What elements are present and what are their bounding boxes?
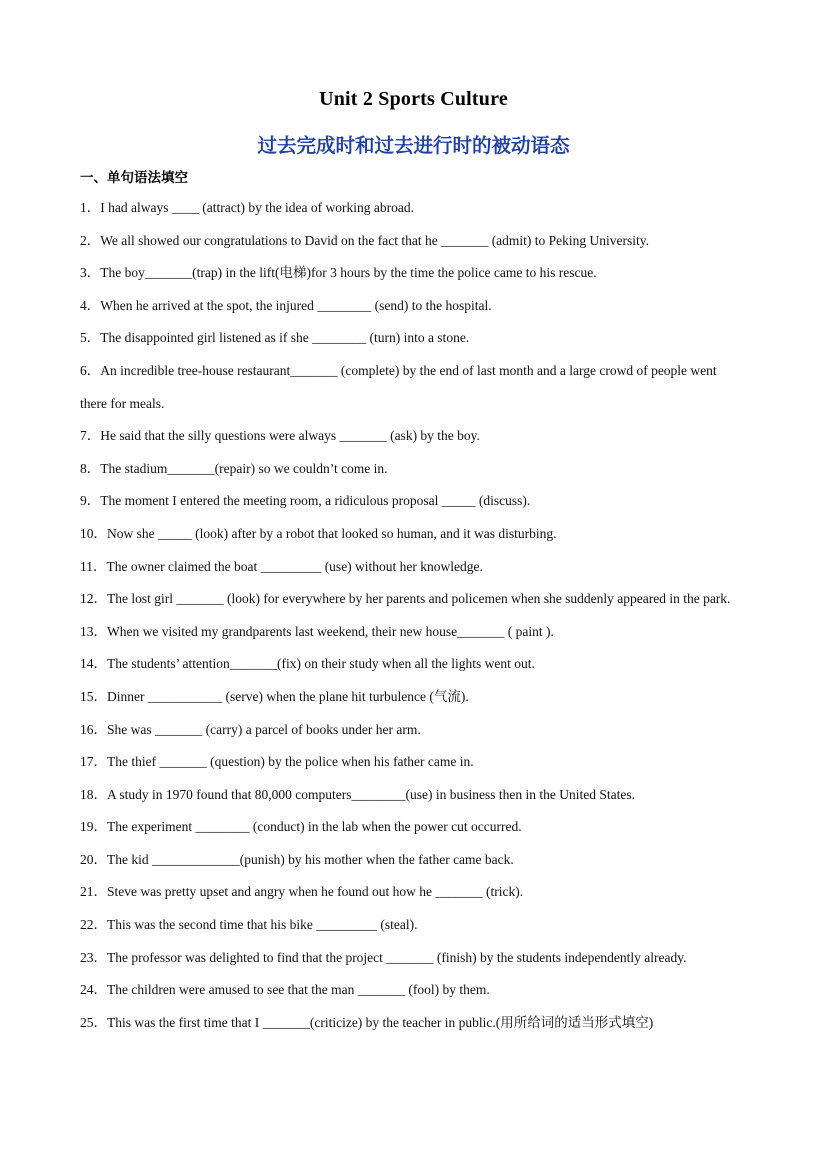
question-number: 4． — [80, 297, 101, 313]
question-item — [80, 453, 742, 486]
question-number: 13． — [80, 623, 107, 639]
page-title: Unit 2 Sports Culture — [319, 88, 508, 110]
question-number: 5． — [80, 330, 101, 346]
question-item — [80, 322, 742, 355]
question-text: The experiment ________ (conduct) in the lab when the power cut occurred. — [107, 819, 522, 835]
question-text: She was _______ (carry) a parcel of books under her arm. — [107, 721, 421, 737]
question-number: 11． — [80, 558, 107, 574]
question-item — [80, 485, 742, 518]
question-number: 6． — [80, 362, 101, 378]
question-text: An incredible tree-house restaurant_______ (complete) by the end of last month and a large crowd of people went there for meals. — [80, 362, 717, 411]
question-item — [80, 551, 742, 584]
question-item — [80, 192, 742, 225]
question-text: When he arrived at the spot, the injured ________ (send) to the hospital. — [100, 297, 492, 313]
question-text: When we visited my grandparents last weekend, their new house_______ ( paint ). — [107, 623, 554, 639]
question-item — [80, 681, 742, 714]
question-text: Steve was pretty upset and angry when he found out how he _______ (trick). — [107, 884, 524, 900]
question-text: This was the second time that his bike _________ (steal). — [107, 917, 418, 933]
page-subtitle: 过去完成时和过去进行时的被动语态 — [257, 134, 570, 157]
question-number: 1． — [80, 200, 101, 215]
question-text: He said that the silly questions were always _______ (ask) by the boy. — [100, 428, 480, 444]
question-number: 21． — [80, 884, 107, 900]
question-text: The children were amused to see that the man _______ (fool) by them. — [107, 982, 490, 998]
question-text: The kid _____________(punish) by his mother when the father came back. — [107, 851, 514, 867]
question-number: 22． — [80, 917, 107, 933]
question-number: 9． — [80, 493, 101, 509]
question-text: The thief _______ (question) by the police when his father came in. — [107, 754, 474, 770]
question-text: The students’ attention_______(fix) on their study when all the lights went out. — [107, 656, 535, 672]
question-item — [80, 779, 742, 812]
question-item — [80, 1007, 742, 1040]
question-text: The boy_______(trap) in the lift(电梯)for 3 hours by the time the police came to his rescue. — [100, 265, 597, 281]
question-item — [80, 876, 742, 909]
question-number: 3． — [80, 265, 101, 281]
question-text: I had always ____ (attract) by the idea of working abroad. — [100, 200, 415, 215]
question-item — [80, 257, 742, 290]
question-item — [80, 518, 742, 551]
question-text: Now she _____ (look) after by a robot that looked so human, and it was disturbing. — [107, 525, 557, 541]
question-number: 23． — [80, 949, 107, 965]
question-number: 19． — [80, 819, 107, 835]
question-number: 24． — [80, 982, 107, 998]
question-text: Dinner ___________ (serve) when the plane hit turbulence (气流). — [107, 688, 469, 704]
question-item — [80, 746, 742, 779]
question-text: The professor was delighted to find that the project _______ (finish) by the students independently already. — [107, 949, 687, 965]
question-number: 12． — [80, 591, 107, 607]
question-number: 10． — [80, 525, 107, 541]
question-list — [80, 192, 742, 1039]
question-number: 25． — [80, 1014, 107, 1030]
question-number: 15． — [80, 688, 107, 704]
question-item — [80, 355, 742, 420]
question-number: 17． — [80, 754, 107, 770]
question-item — [80, 420, 742, 453]
question-item — [80, 648, 742, 681]
question-text: The owner claimed the boat _________ (use) without her knowledge. — [106, 558, 483, 574]
question-number: 20． — [80, 851, 107, 867]
question-text: The stadium_______(repair) so we couldn’t come in. — [100, 460, 388, 476]
section-heading: 一、单句语法填空 — [80, 170, 188, 186]
question-item — [80, 811, 742, 844]
question-number: 16． — [80, 721, 107, 737]
question-text: This was the first time that I _______(criticize) by the teacher in public.(用所给词的适当形式填空) — [107, 1014, 654, 1030]
question-text: We all showed our congratulations to David on the fact that he _______ (admit) to Peking University. — [100, 232, 650, 248]
question-text: The disappointed girl listened as if she ________ (turn) into a stone. — [100, 330, 470, 346]
question-item — [80, 942, 742, 975]
question-number: 14． — [80, 656, 107, 672]
question-number: 7． — [80, 428, 101, 444]
question-item — [80, 616, 742, 649]
question-text: The lost girl _______ (look) for everywhere by her parents and policemen when she suddenly appeared in the park. — [107, 591, 731, 607]
question-item — [80, 583, 742, 616]
question-number: 8． — [80, 460, 101, 476]
question-item — [80, 974, 742, 1007]
question-text: The moment I entered the meeting room, a ridiculous proposal _____ (discuss). — [100, 493, 531, 509]
question-item — [80, 909, 742, 942]
question-item — [80, 290, 742, 323]
question-number: 18． — [80, 786, 107, 802]
question-text: A study in 1970 found that 80,000 computers________(use) in business then in the United States. — [107, 786, 635, 802]
question-number: 2． — [80, 232, 101, 248]
question-item — [80, 225, 742, 258]
question-item — [80, 844, 742, 877]
question-item — [80, 714, 742, 747]
